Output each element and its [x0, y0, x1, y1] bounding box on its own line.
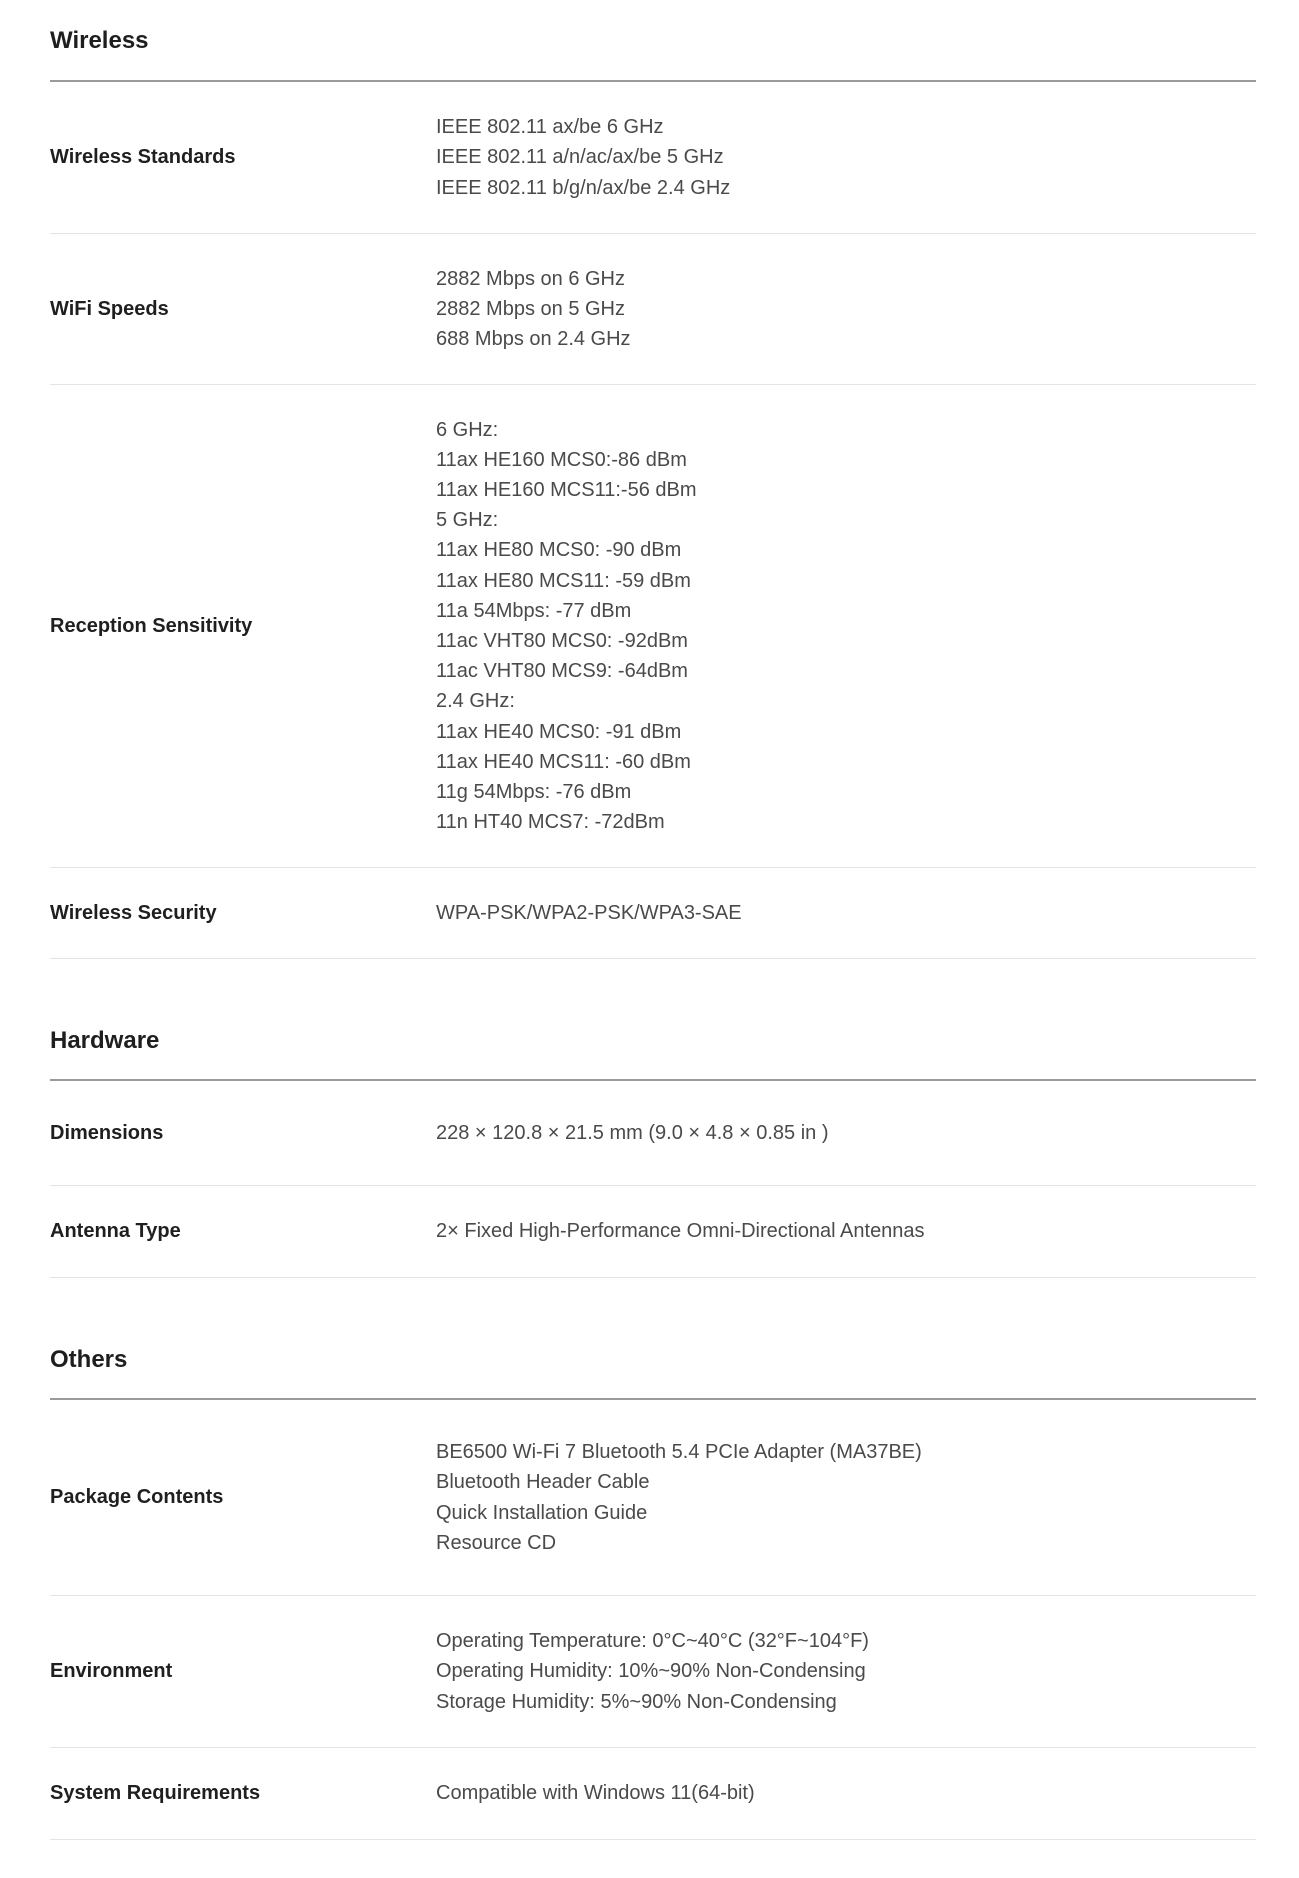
spec-value: 2.4 GHz:: [436, 690, 515, 713]
spec-value: IEEE 802.11 b/g/n/ax/be 2.4 GHz: [436, 176, 731, 199]
spec-label: WiFi Speeds: [50, 297, 169, 320]
section-title-others: Others: [50, 1319, 1256, 1400]
spec-value: 11ac VHT80 MCS0: -92dBm: [436, 630, 688, 652]
spec-row-wireless-standards: [50, 82, 1256, 234]
spec-value: 11ax HE80 MCS0: -90 dBm: [436, 539, 682, 562]
spec-label: Package Contents: [50, 1486, 224, 1508]
spec-value: 11n HT40 MCS7: -72dBm: [436, 811, 665, 834]
section-gap: [50, 959, 1256, 1000]
spec-row-antenna-type: [50, 1186, 1256, 1278]
spec-value: 6 GHz:: [436, 418, 499, 441]
spec-values: [436, 1216, 1256, 1246]
spec-label: Environment: [50, 1660, 173, 1682]
spec-row-system-requirements: [50, 1748, 1256, 1840]
spec-value: IEEE 802.11 ax/be 6 GHz: [436, 116, 664, 139]
spec-value: 11ac VHT80 MCS9: -64dBm: [436, 660, 688, 683]
spec-label: Antenna Type: [50, 1220, 181, 1242]
spec-row-package-contents: [50, 1400, 1256, 1596]
spec-row-reception-sensitivity: [50, 385, 1256, 868]
spec-value: 688 Mbps on 2.4 GHz: [436, 328, 631, 351]
spec-values: [436, 1626, 1256, 1717]
spec-value: 228 × 120.8 × 21.5 mm (9.0 × 4.8 × 0.85 in ): [436, 1121, 829, 1144]
spec-value: IEEE 802.11 a/n/ac/ax/be 5 GHz: [436, 146, 724, 169]
spec-value: Bluetooth Header Cable: [436, 1471, 650, 1494]
section-title-hardware: Hardware: [50, 1000, 1256, 1081]
spec-value: 11ax HE40 MCS11: -60 dBm: [436, 750, 691, 773]
spec-value: Resource CD: [436, 1531, 557, 1554]
section-gap: [50, 1278, 1256, 1319]
spec-value: 11ax HE160 MCS0:-86 dBm: [436, 448, 687, 471]
spec-values: [436, 1437, 1256, 1558]
spec-row-wireless-security: [50, 868, 1256, 959]
spec-value: WPA-PSK/WPA2-PSK/WPA3-SAE: [436, 901, 742, 924]
spec-value: BE6500 Wi-Fi 7 Bluetooth 5.4 PCIe Adapter (MA37BE): [436, 1441, 922, 1464]
spec-value: 11ax HE80 MCS11: -59 dBm: [436, 569, 691, 592]
spec-values: [436, 1778, 1256, 1808]
spec-values: [436, 264, 1256, 355]
spec-row-dimensions: [50, 1081, 1256, 1186]
spec-values: [436, 112, 1256, 203]
spec-value: Quick Installation Guide: [436, 1501, 648, 1524]
spec-value: 11a 54Mbps: -77 dBm: [436, 599, 632, 622]
spec-row-environment: [50, 1596, 1256, 1748]
spec-value: 11ax HE160 MCS11:-56 dBm: [436, 478, 697, 501]
spec-value: Operating Humidity: 10%~90% Non-Condensing: [436, 1660, 866, 1683]
spec-value: Operating Temperature: 0°C~40°C (32°F~104°F): [436, 1630, 869, 1653]
spec-label: Wireless Standards: [50, 146, 236, 168]
spec-values: [436, 898, 1256, 928]
spec-values: [436, 1118, 1256, 1148]
spec-label: Wireless Security: [50, 901, 217, 924]
spec-label: Dimensions: [50, 1121, 164, 1144]
spec-value: 11g 54Mbps: -76 dBm: [436, 781, 632, 804]
spec-value: 11ax HE40 MCS0: -91 dBm: [436, 720, 682, 743]
spec-row-wifi-speeds: [50, 234, 1256, 385]
spec-value: 2× Fixed High-Performance Omni-Directional Antennas: [436, 1220, 925, 1243]
section-title-wireless: Wireless: [50, 0, 1256, 82]
spec-label: System Requirements: [50, 1782, 261, 1804]
spec-value: Storage Humidity: 5%~90% Non-Condensing: [436, 1690, 837, 1713]
spec-values: [436, 415, 1256, 838]
spec-value: 2882 Mbps on 6 GHz: [436, 267, 625, 290]
spec-value: 5 GHz:: [436, 509, 499, 532]
spec-value: 2882 Mbps on 5 GHz: [436, 297, 625, 320]
spec-label: Reception Sensitivity: [50, 614, 253, 637]
spec-value: Compatible with Windows 11(64-bit): [436, 1782, 755, 1805]
